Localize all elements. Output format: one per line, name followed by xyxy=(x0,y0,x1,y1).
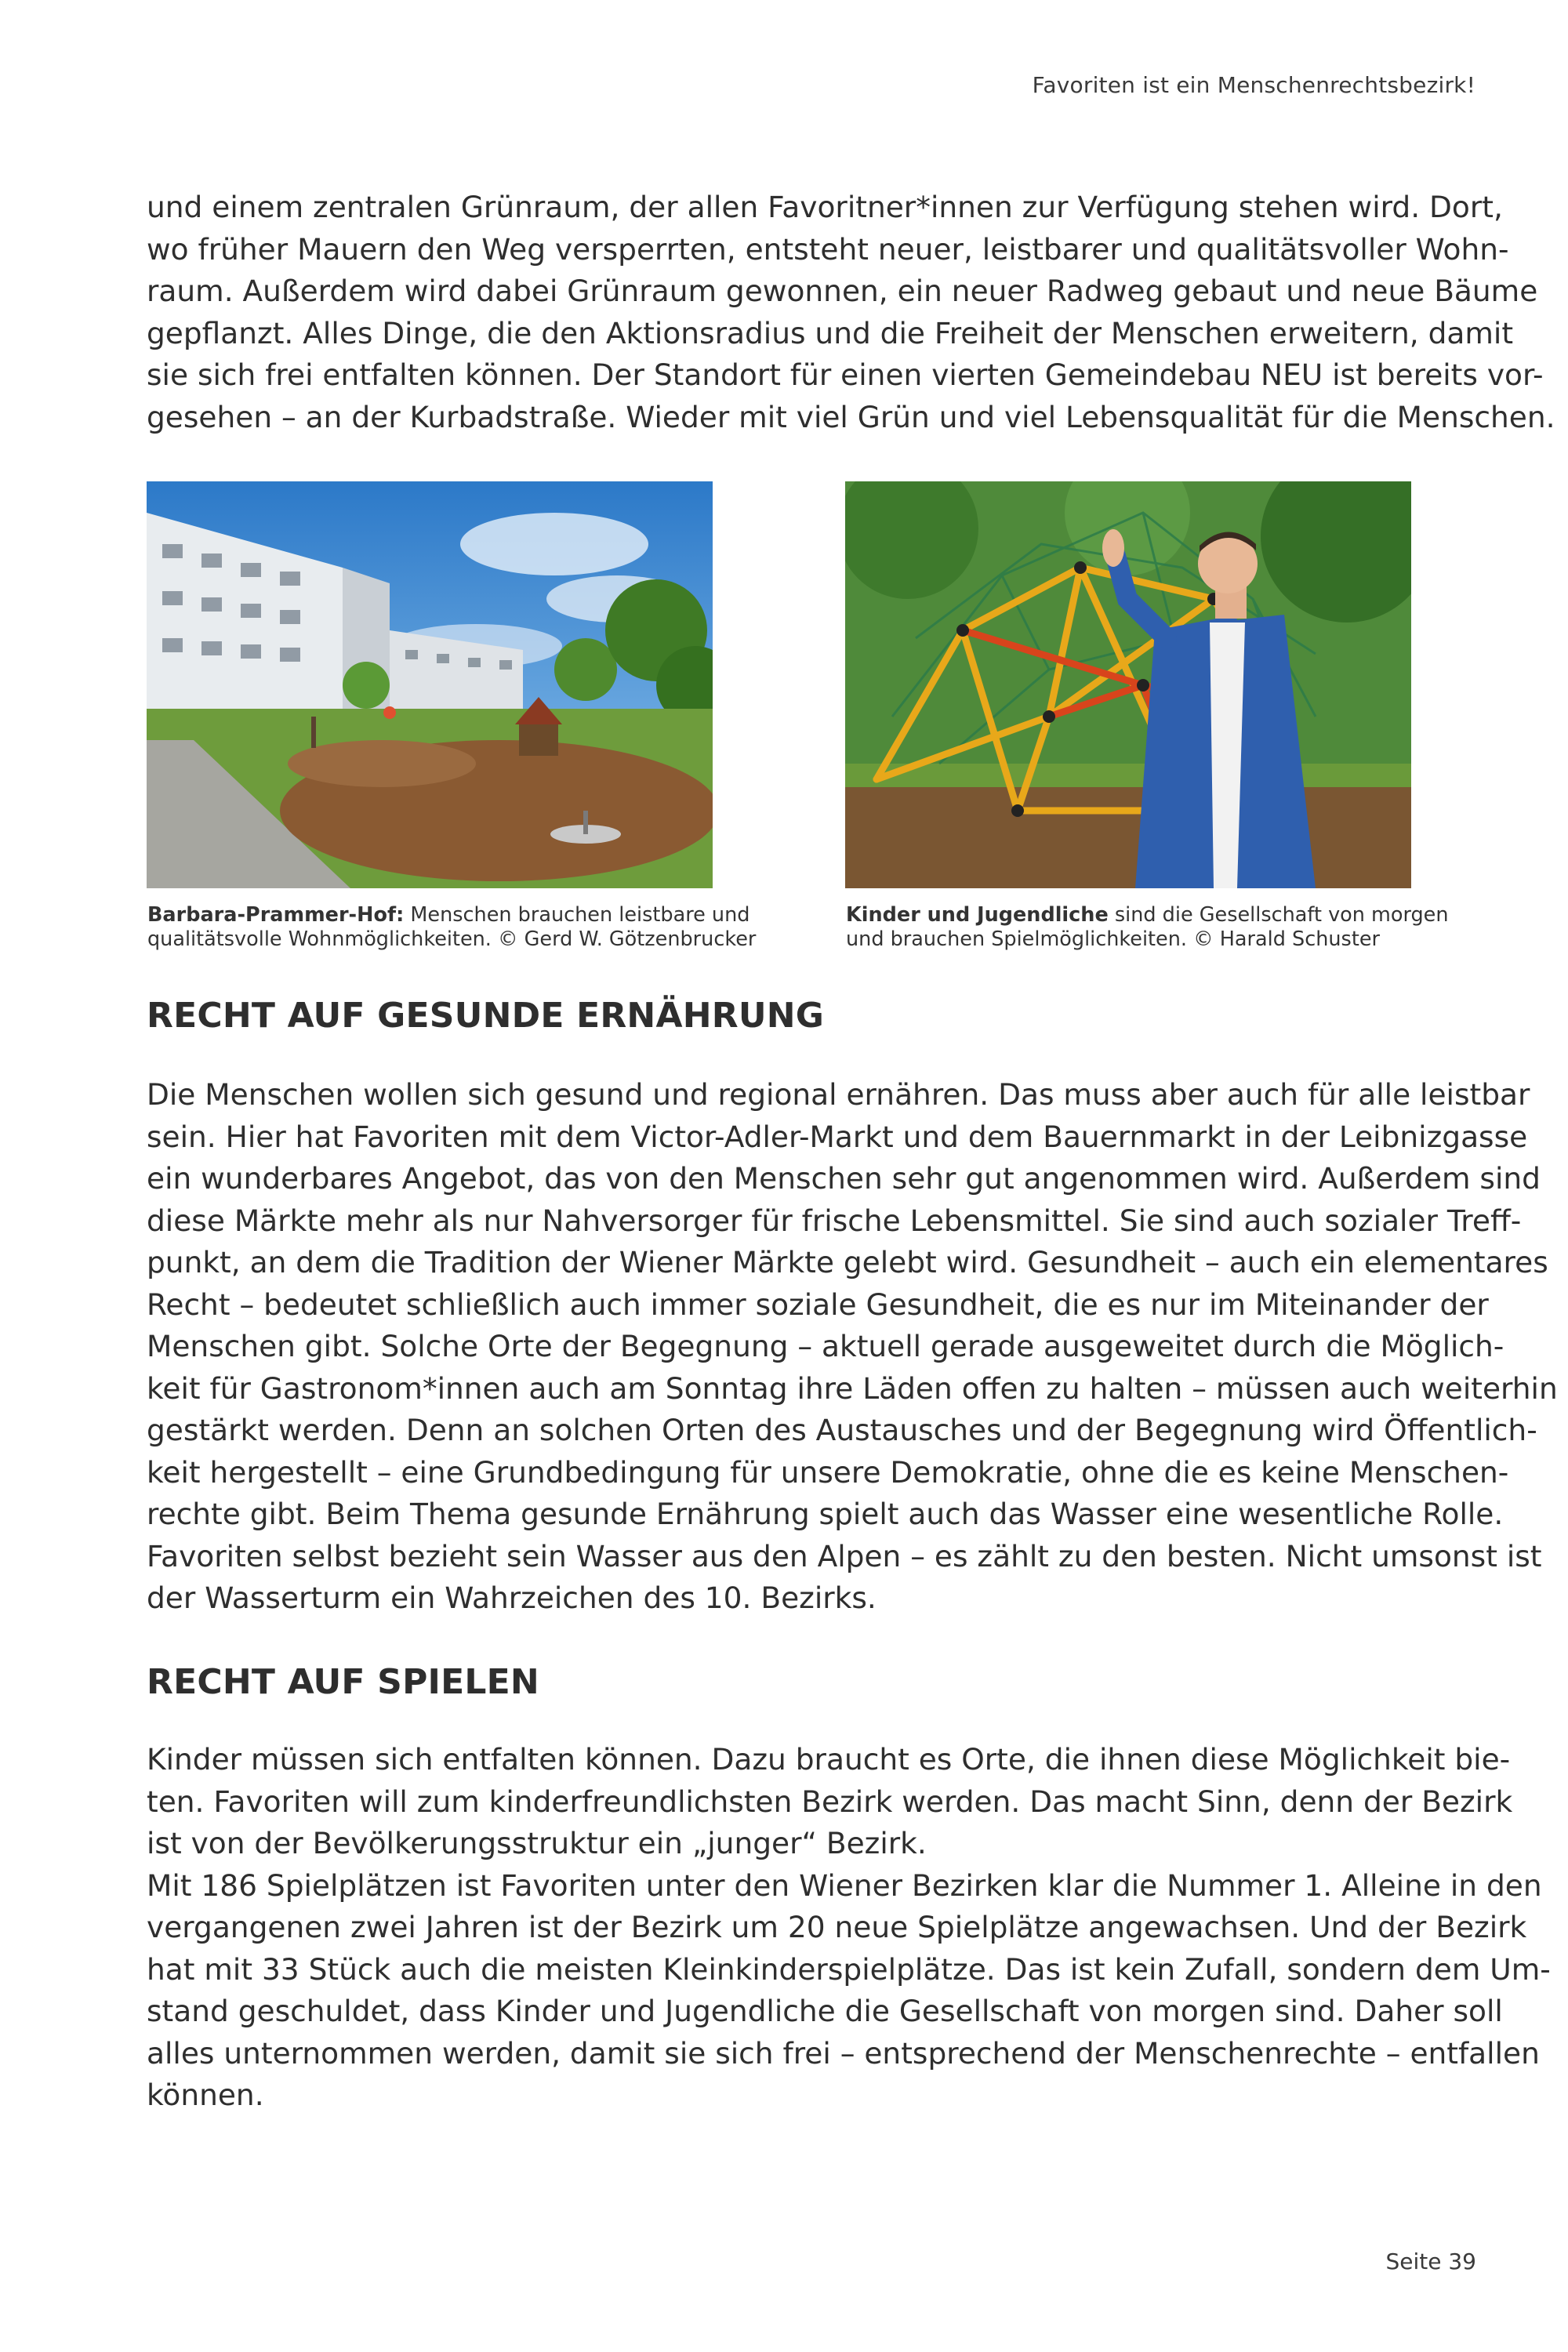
text-line: keit hergestellt – eine Grundbedingung für unsere Demokratie, ohne die es keine Menschen- xyxy=(147,1454,1509,1490)
text-line: hat mit 33 Stück auch die meisten Kleinkinderspielplätze. Das ist kein Zufall, sondern dem Um- xyxy=(147,1951,1551,1987)
caption-playground xyxy=(846,903,1449,952)
text-line: Menschen gibt. Solche Orte der Begegnung – aktuell gerade ausgeweitet durch die Möglich- xyxy=(147,1329,1504,1363)
text-line: gestärkt werden. Denn an solchen Orten des Austausches und der Begegnung wird Öffentlich- xyxy=(147,1413,1537,1447)
caption-bold: Kinder und Jugendliche xyxy=(846,903,1109,927)
playground-photo xyxy=(845,481,1411,888)
text-line: diese Märkte mehr als nur Nahversorger für frische Lebensmittel. Sie sind auch sozialer Treff- xyxy=(147,1203,1522,1238)
caption-text: qualitätsvolle Wohnmöglichkeiten. © Gerd W. Götzenbrucker xyxy=(147,927,757,951)
play-paragraph xyxy=(147,1739,1551,2117)
text-line: Recht – bedeutet schließlich auch immer soziale Gesundheit, die es nur im Miteinander der xyxy=(147,1287,1489,1322)
caption-text: sind die Gesellschaft von morgen xyxy=(1108,903,1449,927)
text-line: gepflanzt. Alles Dinge, die den Aktionsradius und die Freiheit der Menschen erweitern, damit xyxy=(147,315,1514,350)
text-line: stand geschuldet, dass Kinder und Jugendliche die Gesellschaft von morgen sind. Daher soll xyxy=(147,1994,1503,2028)
text-line: alles unternommen werden, damit sie sich frei – entsprechend der Menschenrechte – entfallen xyxy=(147,2035,1540,2071)
text-line: Kinder müssen sich entfalten können. Dazu braucht es Orte, die ihnen diese Möglichkeit bie- xyxy=(147,1742,1511,1777)
text-line: können. xyxy=(147,2078,264,2112)
text-line: Die Menschen wollen sich gesund und regional ernähren. Das muss aber auch für alle leistbar xyxy=(147,1077,1530,1112)
section-heading: RECHT AUF SPIELEN xyxy=(147,1662,539,1702)
housing-photo xyxy=(147,481,713,888)
text-line: vergangenen zwei Jahren ist der Bezirk um 20 neue Spielplätze angewachsen. Und der Bezirk xyxy=(147,1910,1527,1944)
text-line: raum. Außerdem wird dabei Grünraum gewonnen, ein neuer Radweg gebaut und neue Bäume xyxy=(147,274,1538,308)
page-number: Seite 39 xyxy=(1385,2249,1476,2274)
text-line: gesehen – an der Kurbadstraße. Wieder mit viel Grün und viel Lebensqualität für die Menschen. xyxy=(147,399,1555,434)
text-line: sie sich frei entfalten können. Der Standort für einen vierten Gemeindebau NEU ist bereits vor- xyxy=(147,358,1544,392)
nutrition-paragraph xyxy=(147,1074,1558,1620)
section-heading: RECHT AUF GESUNDE ERNÄHRUNG xyxy=(147,996,825,1036)
caption-text: Menschen brauchen leistbare und xyxy=(404,903,750,927)
text-line: der Wasserturm ein Wahrzeichen des 10. Bezirks. xyxy=(147,1581,877,1615)
caption-text: und brauchen Spielmöglichkeiten. © Harald Schuster xyxy=(846,927,1380,951)
caption-housing xyxy=(147,903,756,952)
text-line: Favoriten selbst bezieht sein Wasser aus den Alpen – es zählt zu den besten. Nicht umsonst ist xyxy=(147,1538,1542,1573)
running-header-title: Favoriten ist ein Menschenrechtsbezirk! xyxy=(1032,72,1475,98)
section-nutrition xyxy=(147,996,1432,1036)
text-line: ist von der Bevölkerungsstruktur ein „junger“ Bezirk. xyxy=(147,1826,927,1860)
text-line: wo früher Mauern den Weg versperrten, entsteht neuer, leistbarer und qualitätsvoller Wohn- xyxy=(147,231,1509,267)
intro-paragraph xyxy=(147,187,1555,438)
caption-bold: Barbara-Prammer-Hof: xyxy=(147,903,405,927)
section-play xyxy=(147,1662,1432,1702)
text-line: sein. Hier hat Favoriten mit dem Victor-Adler-Markt und dem Bauernmarkt in der Leibnizgasse xyxy=(147,1119,1528,1154)
text-line: rechte gibt. Beim Thema gesunde Ernährung spielt auch das Wasser eine wesentliche Rolle. xyxy=(147,1497,1504,1531)
text-line: und einem zentralen Grünraum, der allen Favoritner*innen zur Verfügung stehen wird. Dort, xyxy=(147,190,1503,224)
text-line: keit für Gastronom*innen auch am Sonntag ihre Läden offen zu halten – müssen auch weiterhin xyxy=(147,1370,1558,1406)
text-line: ein wunderbares Angebot, das von den Menschen sehr gut angenommen wird. Außerdem sind xyxy=(147,1161,1541,1196)
text-line: punkt, an dem die Tradition der Wiener Märkte gelebt wird. Gesundheit – auch ein elementares xyxy=(147,1245,1548,1279)
text-line: ten. Favoriten will zum kinderfreundlichsten Bezirk werden. Das macht Sinn, denn der Bezirk xyxy=(147,1784,1513,1819)
text-line: Mit 186 Spielplätzen ist Favoriten unter den Wiener Bezirken klar die Nummer 1. Alleine in den xyxy=(147,1867,1542,1903)
